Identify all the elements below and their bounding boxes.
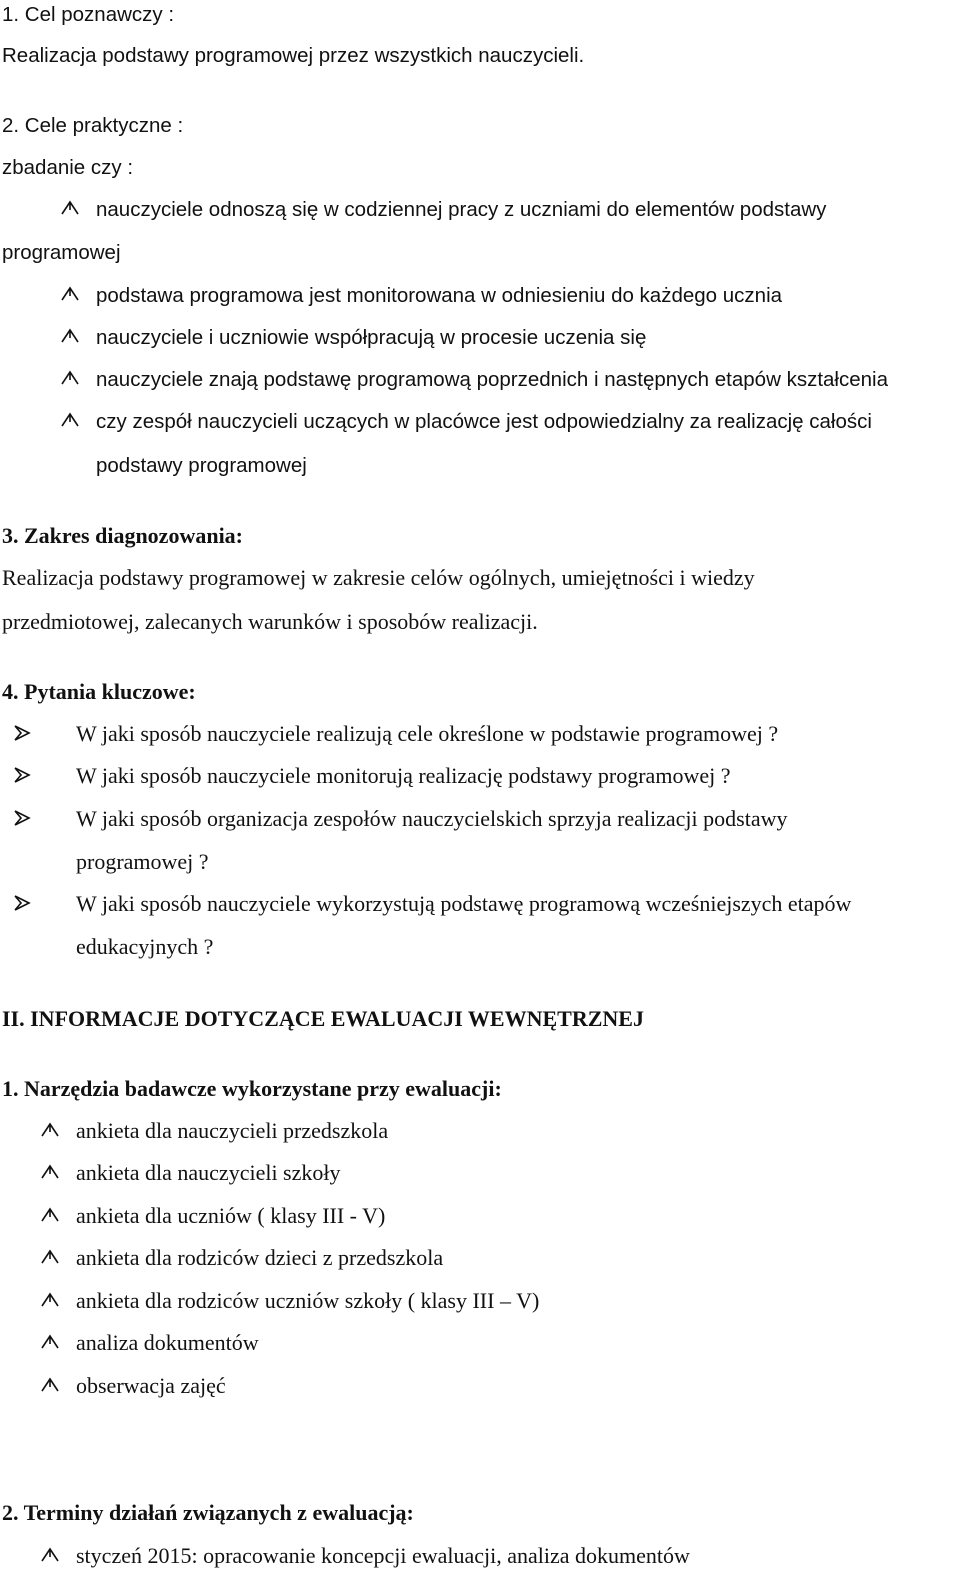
- arrow-bullet-icon: [12, 765, 32, 785]
- triangle-bullet-icon: [40, 1205, 60, 1225]
- question-item: W jaki sposób organizacja zespołów nauczycielskich sprzyja realizacji podstawy: [76, 806, 788, 831]
- section-4-heading: 4. Pytania kluczowe:: [2, 679, 196, 704]
- triangle-bullet-icon: [40, 1375, 60, 1395]
- list-item-continuation: podstawy programowej: [96, 454, 307, 477]
- section-2-intro: zbadanie czy :: [2, 156, 134, 179]
- triangle-bullet-icon: [40, 1120, 60, 1140]
- tool-item: ankieta dla rodziców dzieci z przedszkola: [76, 1245, 444, 1270]
- tool-item: analiza dokumentów: [76, 1330, 259, 1355]
- triangle-bullet-icon: [60, 198, 80, 218]
- list-item: podstawa programowa jest monitorowana w odniesieniu do każdego ucznia: [96, 284, 783, 307]
- section-3-heading: 3. Zakres diagnozowania:: [2, 523, 244, 548]
- triangle-bullet-icon: [60, 326, 80, 346]
- part-2-heading: II. INFORMACJE DOTYCZĄCE EWALUACJI WEWNĘTRZNEJ: [2, 1006, 644, 1031]
- tool-item: obserwacja zajęć: [76, 1373, 226, 1398]
- section-3-text: przedmiotowej, zalecanych warunków i sposobów realizacji.: [2, 609, 538, 634]
- list-item-continuation: programowej: [2, 241, 121, 264]
- arrow-bullet-icon: [12, 808, 32, 828]
- section-2-heading: 2. Cele praktyczne :: [2, 114, 184, 137]
- arrow-bullet-icon: [12, 893, 32, 913]
- question-item: W jaki sposób nauczyciele monitorują realizację podstawy programowej ?: [76, 763, 731, 788]
- list-item: nauczyciele odnoszą się w codziennej pracy z uczniami do elementów podstawy: [96, 198, 827, 221]
- list-item: nauczyciele i uczniowie współpracują w procesie uczenia się: [96, 326, 647, 349]
- section-1-text: Realizacja podstawy programowej przez wszystkich nauczycieli.: [2, 44, 585, 67]
- triangle-bullet-icon: [60, 284, 80, 304]
- tool-item: ankieta dla uczniów ( klasy III - V): [76, 1203, 386, 1228]
- terms-heading: 2. Terminy działań związanych z ewaluacją:: [2, 1500, 414, 1525]
- triangle-bullet-icon: [60, 410, 80, 430]
- arrow-bullet-icon: [12, 723, 32, 743]
- term-item: styczeń 2015: opracowanie koncepcji ewaluacji, analiza dokumentów: [76, 1543, 690, 1568]
- triangle-bullet-icon: [40, 1290, 60, 1310]
- question-item-continuation: edukacyjnych ?: [76, 934, 214, 959]
- triangle-bullet-icon: [40, 1162, 60, 1182]
- question-item: W jaki sposób nauczyciele wykorzystują podstawę programową wcześniejszych etapów: [76, 891, 852, 916]
- tool-item: ankieta dla nauczycieli szkoły: [76, 1160, 341, 1185]
- triangle-bullet-icon: [60, 368, 80, 388]
- section-1-heading: 1. Cel poznawczy :: [2, 3, 175, 26]
- triangle-bullet-icon: [40, 1545, 60, 1565]
- section-3-text: Realizacja podstawy programowej w zakresie celów ogólnych, umiejętności i wiedzy: [2, 565, 755, 590]
- triangle-bullet-icon: [40, 1247, 60, 1267]
- list-item: nauczyciele znają podstawę programową poprzednich i następnych etapów kształcenia: [96, 368, 888, 391]
- list-item: czy zespół nauczycieli uczących w placówce jest odpowiedzialny za realizację całości: [96, 410, 872, 433]
- tool-item: ankieta dla nauczycieli przedszkola: [76, 1118, 389, 1143]
- triangle-bullet-icon: [40, 1332, 60, 1352]
- question-item: W jaki sposób nauczyciele realizują cele określone w podstawie programowej ?: [76, 721, 779, 746]
- tool-item: ankieta dla rodziców uczniów szkoły ( klasy III – V): [76, 1288, 540, 1313]
- tools-heading: 1. Narzędzia badawcze wykorzystane przy ewaluacji:: [2, 1076, 502, 1101]
- question-item-continuation: programowej ?: [76, 849, 209, 874]
